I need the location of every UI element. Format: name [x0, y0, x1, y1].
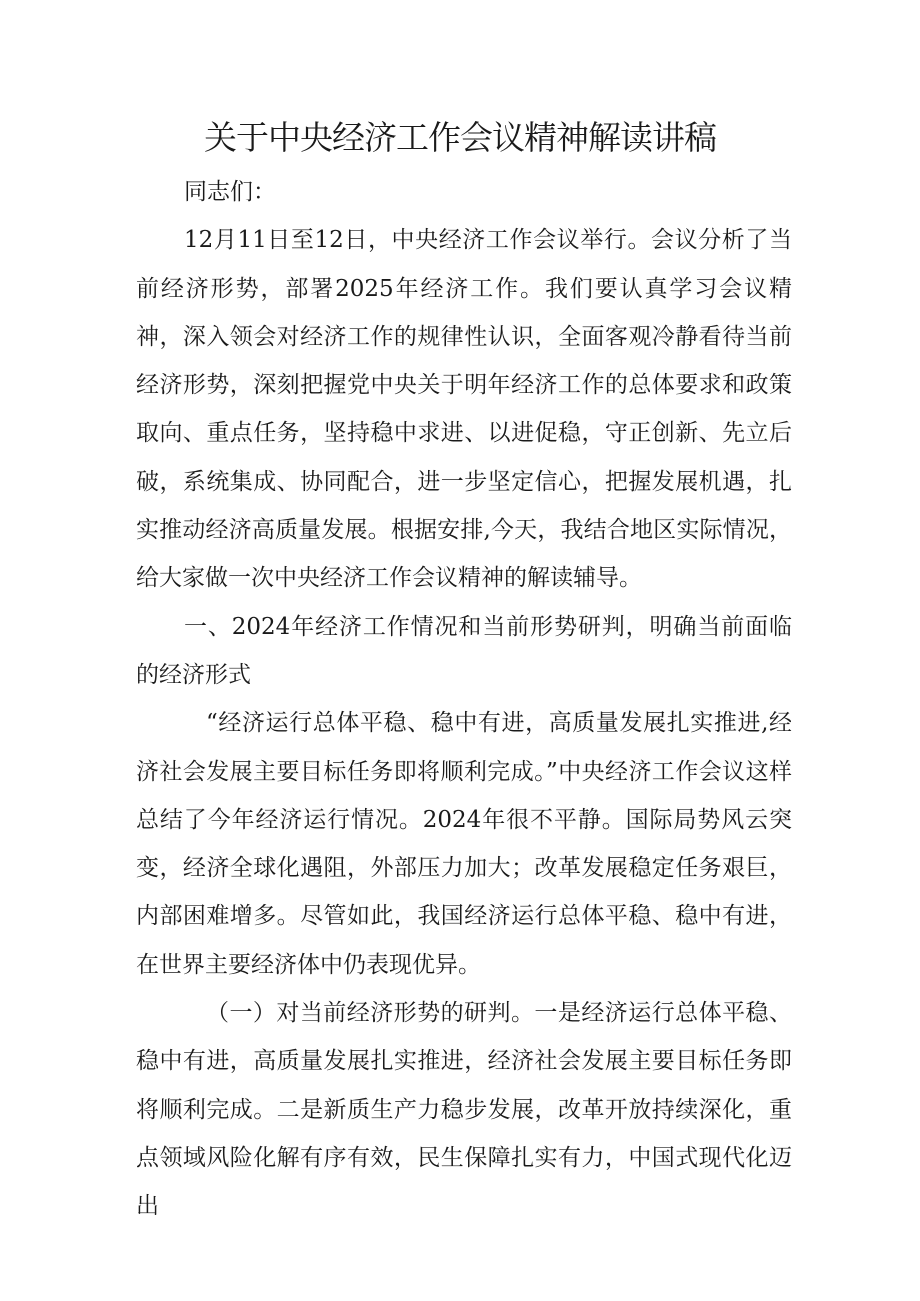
- salutation: 同志们：: [184, 179, 276, 205]
- paragraph-subsection-1: （一）对当前经济形势的研判。一是经济运行总体平稳、稳中有进，高质量发展扎实推进，经济社会发展主要目标任务即将顺利完成。二是新质生产力稳步发展，改革开放持续深化，重点领域风险化解有序有效，民生保障扎实有力，中国式现代化迈出: [136, 1000, 792, 1220]
- document-title: 关于中央经济工作会议精神解读讲稿: [204, 118, 716, 157]
- paragraph-quote: “经济运行总体平稳、稳中有进，高质量发展扎实推进,经济社会发展主要目标任务即将顺利完成。”中央经济工作会议这样总结了今年经济运行情况。2024年很不平静。国际局势风云突变，经济全球化遇阻，外部压力加大；改革发展稳定任务艰巨，内部困难增多。尽管如此，我国经济运行总体平稳、稳中有进，在世界主要经济体中仍表现优异。: [136, 710, 792, 978]
- paragraph-intro: 12月11日至12日，中央经济工作会议举行。会议分析了当前经济形势，部署2025年经济工作。我们要认真学习会议精神，深入领会对经济工作的规律性认识，全面客观冷静看待当前经济形势，深刻把握党中央关于明年经济工作的总体要求和政策取向、重点任务，坚持稳中求进、以进促稳，守正创新、先立后破，系统集成、协同配合，进一步坚定信心，把握发展机遇，扎实推动经济高质量发展。根据安排,今天，我结合地区实际情况，给大家做一次中央经济工作会议精神的解读辅导。: [136, 227, 792, 592]
- section-heading-1: 一、2024年经济工作情况和当前形势研判，明确当前面临的经济形式: [136, 613, 792, 688]
- document-body: [136, 168, 792, 1231]
